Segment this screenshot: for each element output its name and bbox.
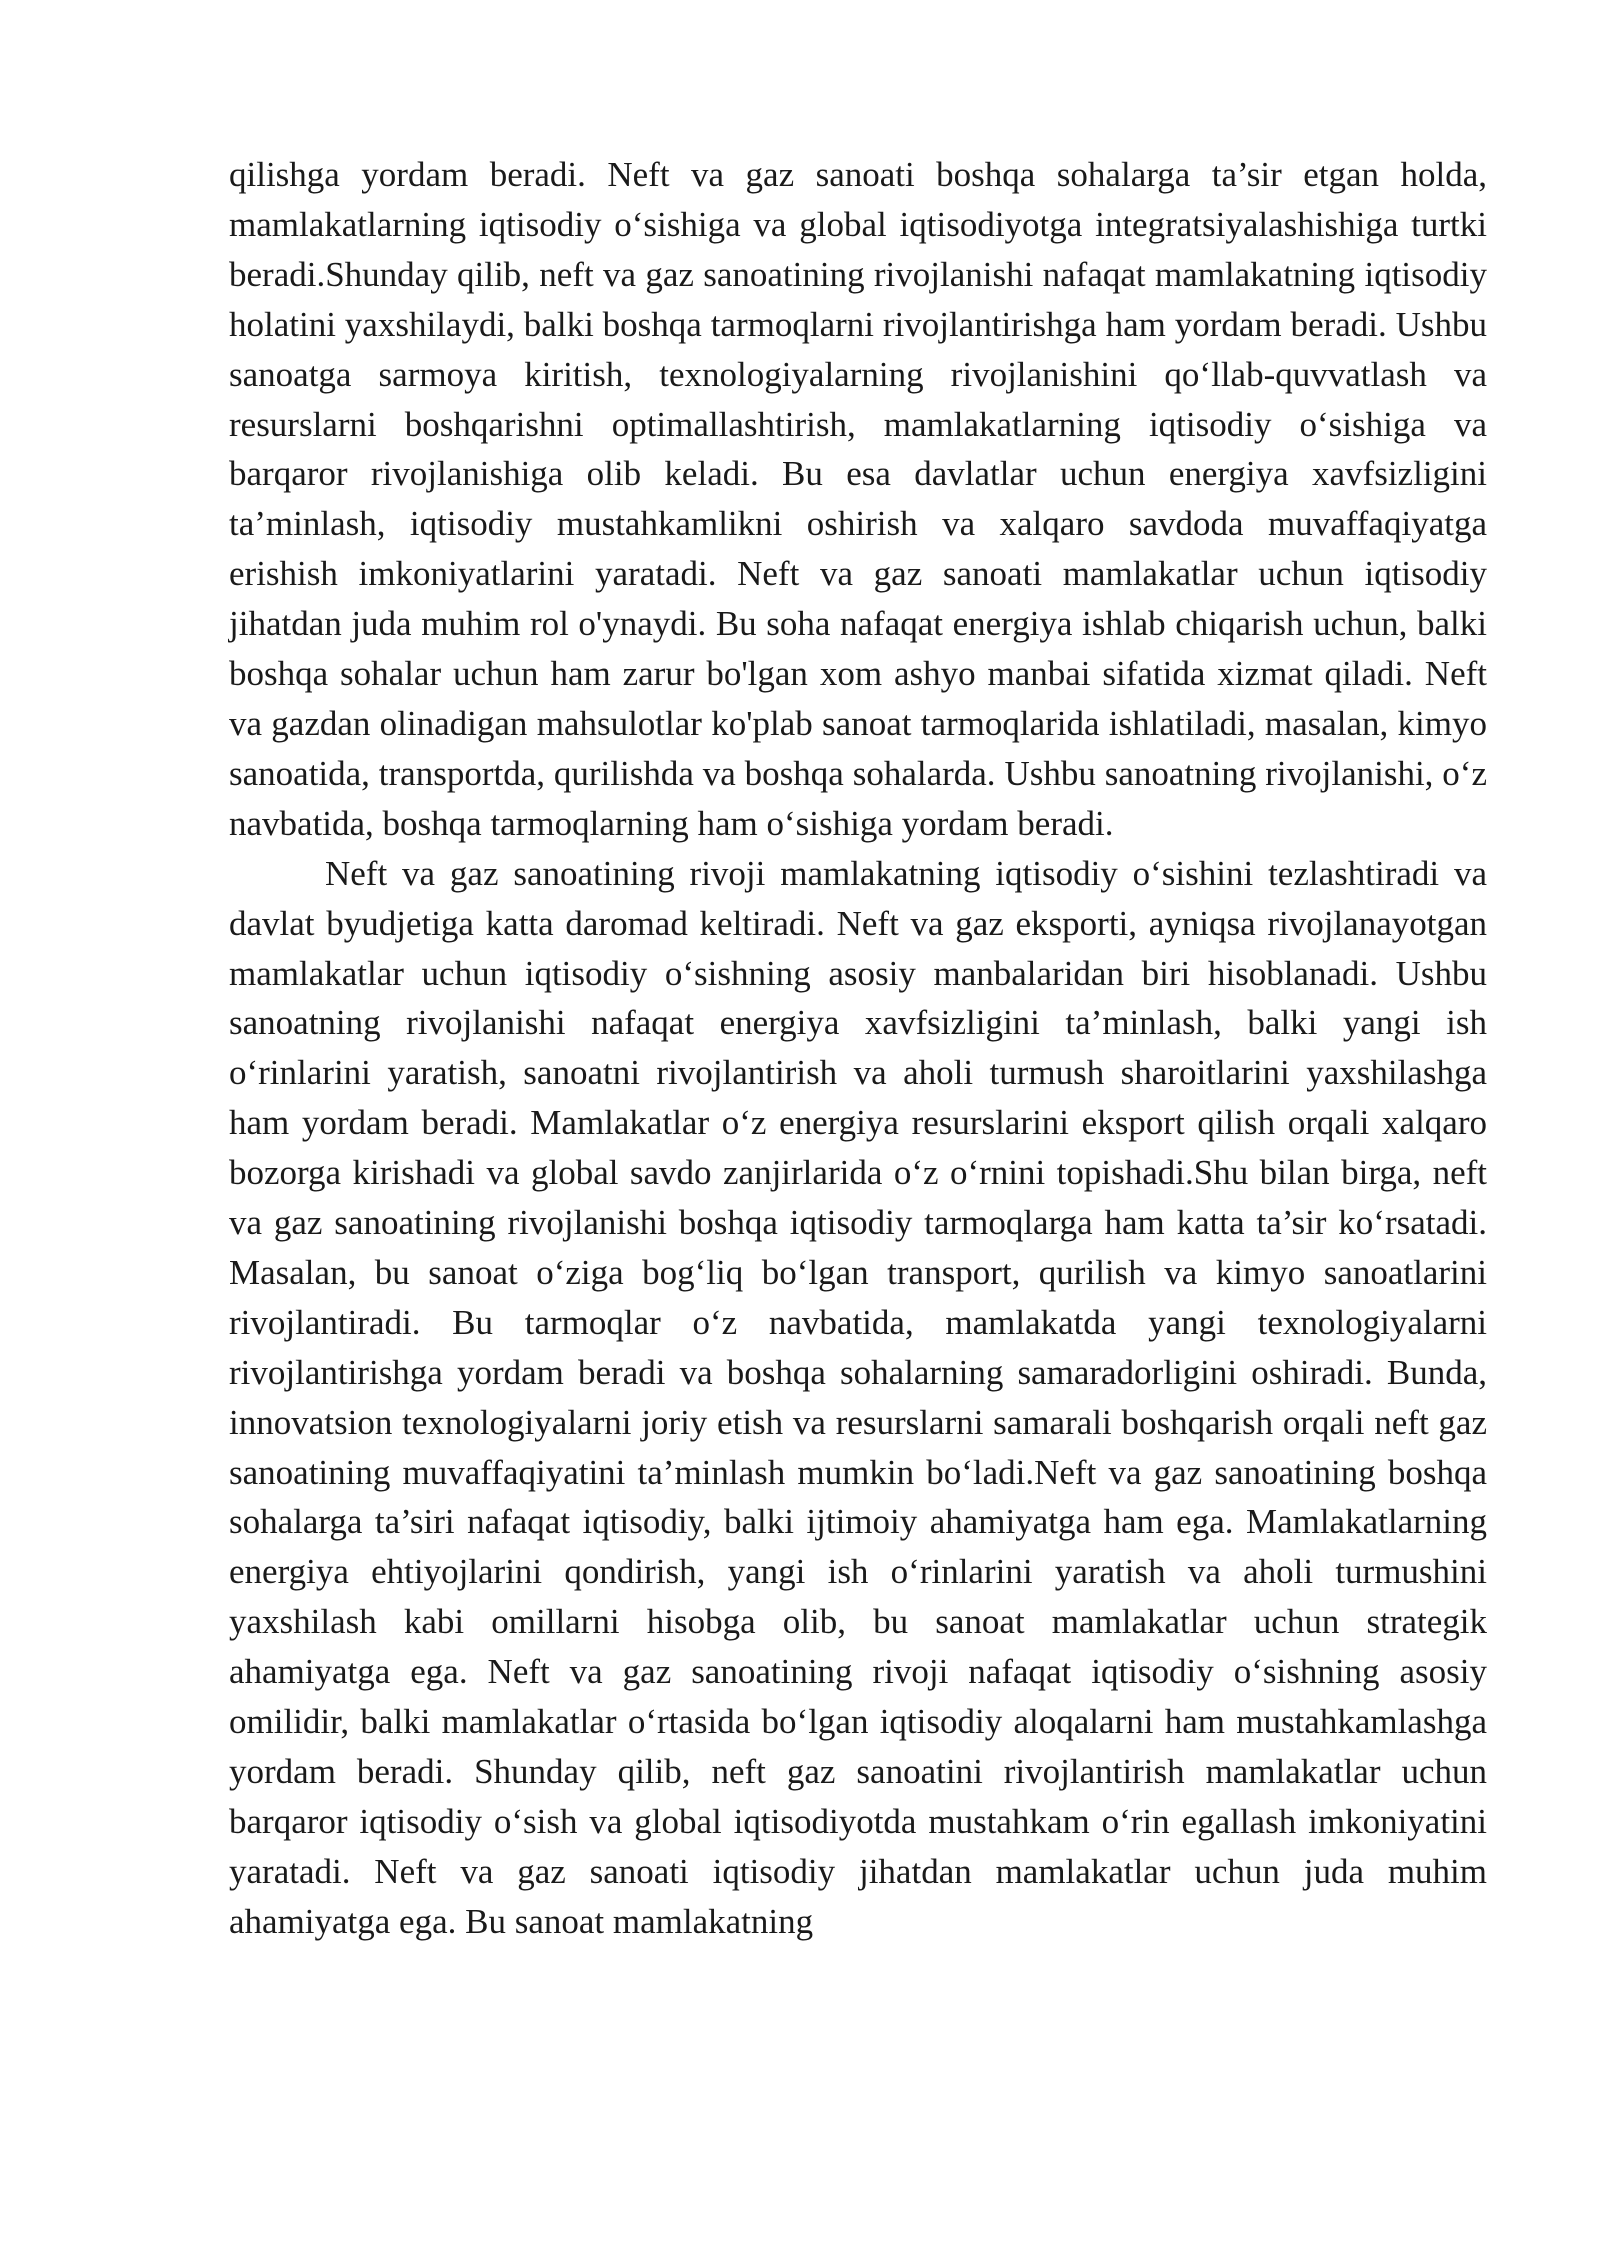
- paragraph-continued: qilishga yordam beradi. Neft va gaz sanoati boshqa sohalarga ta’sir etgan holda, mamlakatlarning iqtisodiy o‘sishiga va global iqtisodiyotga integratsiyalashishiga turtki beradi.Shunday qilib, neft va gaz sanoatining rivojlanishi nafaqat mamlakatning iqtisodiy holatini yaxshilaydi, balki boshqa tarmoqlarni rivojlantirishga ham yordam beradi. Ushbu sanoatga sarmoya kiritish, texnologiyalarning rivojlanishini qo‘llab-quvvatlash va resurslarni boshqarishni optimallashtirish, mamlakatlarning iqtisodiy o‘sishiga va barqaror rivojlanishiga olib keladi. Bu esa davlatlar uchun energiya xavfsizligini ta’minlash, iqtisodiy mustahkamlikni oshirish va xalqaro savdoda muvaffaqiyatga erishish imkoniyatlarini yaratadi. Neft va gaz sanoati mamlakatlar uchun iqtisodiy jihatdan juda muhim rol o'ynaydi. Bu soha nafaqat energiya ishlab chiqarish uchun, balki boshqa sohalar uchun ham zarur bo'lgan xom ashyo manbai sifatida xizmat qiladi. Neft va gazdan olinadigan mahsulotlar ko'plab sanoat tarmoqlarida ishlatiladi, masalan, kimyo sanoatida, transportda, qurilishda va boshqa sohalarda. Ushbu sanoatning rivojlanishi, o‘z navbatida, boshqa tarmoqlarning ham o‘sishiga yordam beradi.: [229, 155, 1487, 843]
- document-body: [229, 150, 1487, 1947]
- paragraph: Neft va gaz sanoatining rivoji mamlakatning iqtisodiy o‘sishini tezlashtiradi va davlat byudjetiga katta daromad keltiradi. Neft va gaz eksporti, ayniqsa rivojlanayotgan mamlakatlar uchun iqtisodiy o‘sishning asosiy manbalaridan biri hisoblanadi. Ushbu sanoatning rivojlanishi nafaqat energiya xavfsizligini ta’minlash, balki yangi ish o‘rinlarini yaratish, sanoatni rivojlantirish va aholi turmush sharoitlarini yaxshilashga ham yordam beradi. Mamlakatlar o‘z energiya resurslarini eksport qilish orqali xalqaro bozorga kirishadi va global savdo zanjirlarida o‘z o‘rnini topishadi.Shu bilan birga, neft va gaz sanoatining rivojlanishi boshqa iqtisodiy tarmoqlarga ham katta ta’sir ko‘rsatadi. Masalan, bu sanoat o‘ziga bog‘liq bo‘lgan transport, qurilish va kimyo sanoatlarini rivojlantiradi. Bu tarmoqlar o‘z navbatida, mamlakatda yangi texnologiyalarni rivojlantirishga yordam beradi va boshqa sohalarning samaradorligini oshiradi. Bunda, innovatsion texnologiyalarni joriy etish va resurslarni samarali boshqarish orqali neft gaz sanoatining muvaffaqiyatini ta’minlash mumkin bo‘ladi.Neft va gaz sanoatining boshqa sohalarga ta’siri nafaqat iqtisodiy, balki ijtimoiy ahamiyatga ham ega. Mamlakatlarning energiya ehtiyojlarini qondirish, yangi ish o‘rinlarini yaratish va aholi turmushini yaxshilash kabi omillarni hisobga olib, bu sanoat mamlakatlar uchun strategik ahamiyatga ega. Neft va gaz sanoatining rivoji nafaqat iqtisodiy o‘sishning asosiy omilidir, balki mamlakatlar o‘rtasida bo‘lgan iqtisodiy aloqalarni ham mustahkamlashga yordam beradi. Shunday qilib, neft gaz sanoatini rivojlantirish mamlakatlar uchun barqaror iqtisodiy o‘sish va global iqtisodiyotda mustahkam o‘rin egallash imkoniyatini yaratadi. Neft va gaz sanoati iqtisodiy jihatdan mamlakatlar uchun juda muhim ahamiyatga ega. Bu sanoat mamlakatning: [229, 853, 1487, 1941]
